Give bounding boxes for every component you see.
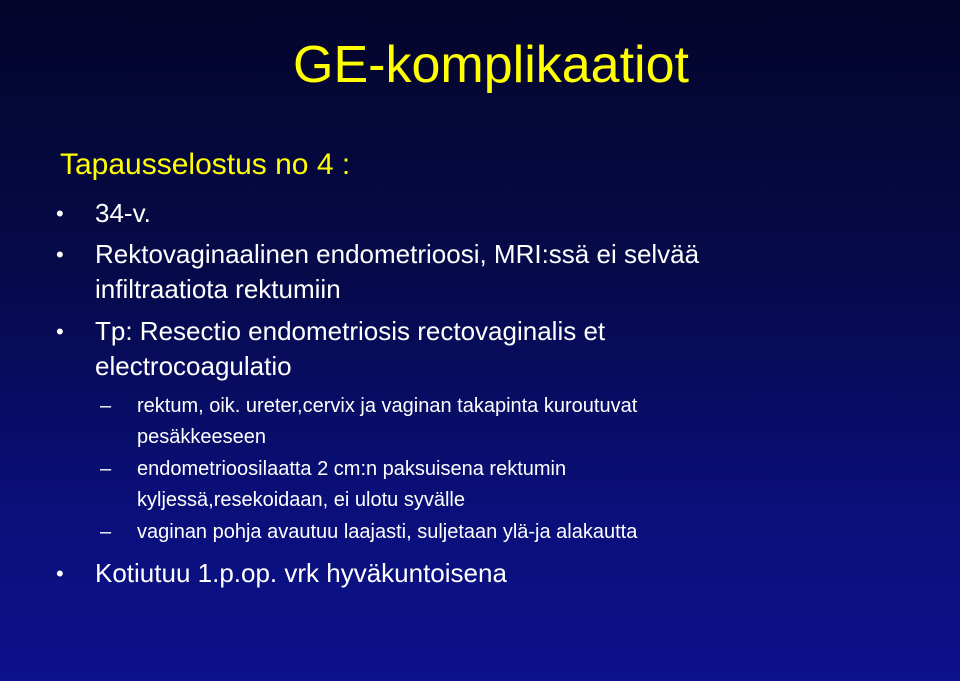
sub-item-finding (100, 391, 857, 453)
sub-text-line-1: endometrioosilaatta 2 cm:n paksuisena rektumin (137, 458, 567, 480)
sub-text-line-2: pesäkkeeseen (137, 426, 266, 448)
bullet-text-line-2: electrocoagulatio (95, 351, 292, 381)
bullet-text-line-2: infiltraatiota rektumiin (95, 274, 341, 304)
dash-icon: – (100, 458, 112, 480)
dash-icon: – (100, 395, 112, 417)
sub-item-plaque (100, 454, 857, 516)
bullet-item-procedure (56, 314, 885, 384)
bullet-icon: • (56, 242, 64, 267)
bullet-icon: • (56, 201, 64, 226)
bullet-item-discharge (56, 556, 885, 591)
case-subtitle: Tapausselostus no 4 : (60, 148, 351, 181)
slide-title: GE-komplikaatiot (293, 36, 689, 94)
bullet-text-line-1: Tp: Resectio endometriosis rectovaginalis et (95, 316, 606, 346)
sub-text-line-1: rektum, oik. ureter,cervix ja vaginan takapinta kuroutuvat (137, 395, 638, 417)
bullet-item-diagnosis (56, 237, 885, 307)
sub-text-line-2: kyljessä,resekoidaan, ei ulotu syvälle (137, 489, 465, 511)
bullet-icon: • (56, 561, 64, 586)
bullet-text-line-1: Rektovaginaalinen endometrioosi, MRI:ssä ei selvää (95, 239, 700, 269)
sub-text-line-1: vaginan pohja avautuu laajasti, suljetaan ylä-ja alakautta (137, 521, 638, 543)
bullet-item-age (56, 196, 885, 231)
dash-icon: – (100, 521, 112, 543)
bullet-text: Kotiutuu 1.p.op. vrk hyväkuntoisena (95, 558, 507, 588)
sub-item-closure (100, 517, 857, 548)
bullet-text: 34-v. (95, 198, 151, 228)
bullet-icon: • (56, 319, 64, 344)
